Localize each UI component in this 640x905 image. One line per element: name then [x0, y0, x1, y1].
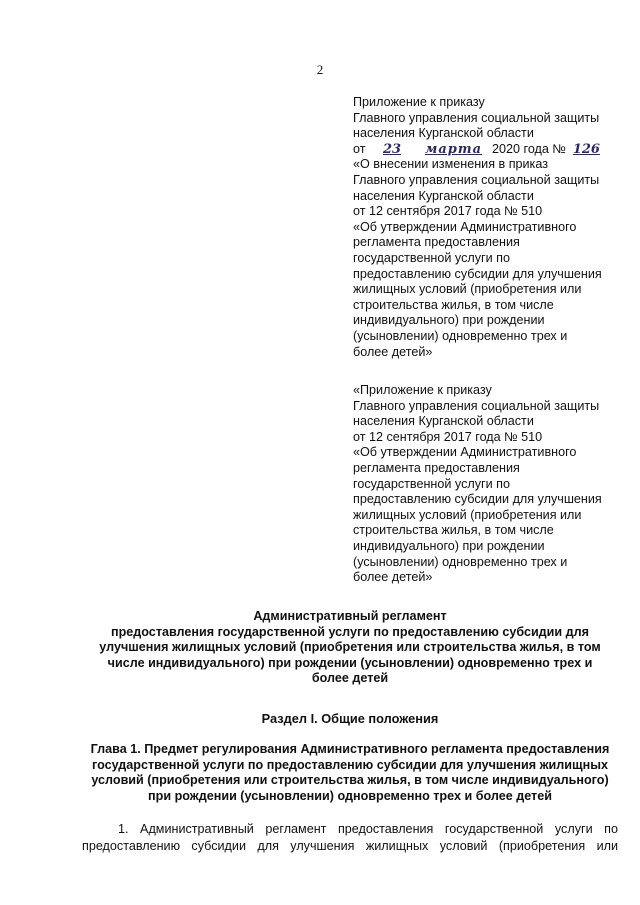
- handwritten-month: марта: [424, 141, 483, 157]
- annex-line: государственной услуги по: [353, 250, 510, 265]
- annex-line: более детей»: [353, 344, 433, 359]
- chapter-line: условий (приобретения или строительства жилья, в том числе индивидуального): [91, 773, 609, 788]
- annex-line: Главного управления социальной защиты: [353, 172, 600, 187]
- title-line: Административный регламент: [253, 609, 447, 623]
- annex-line: индивидуального) при рождении: [353, 313, 545, 328]
- annex-original-line: «Об утверждении Административного: [353, 445, 577, 460]
- annex-line: Главного управления социальной защиты: [353, 110, 600, 125]
- title-line: более детей: [311, 671, 389, 686]
- paragraph-line: предоставлению субсидии для улучшения жилищных условий (приобретения или: [82, 839, 618, 853]
- annex-original-line: предоставлению субсидии для улучшения: [353, 492, 602, 507]
- title-line: предоставления государственной услуги по предоставлению субсидии для: [110, 624, 590, 639]
- annex-line: регламента предоставления: [353, 235, 520, 250]
- annex-line: населения Курганской области: [353, 126, 534, 141]
- paragraph-line: 1. Административный регламент предоставления государственной услуги по: [118, 822, 618, 836]
- annex-original-line: Главного управления социальной защиты: [353, 398, 600, 413]
- title-line: числе индивидуального) при рождении (усыновлении) одновременно трех и: [107, 655, 593, 670]
- annex-line: строительства жилья, в том числе: [353, 297, 554, 312]
- annex-line: (усыновлении) одновременно трех и: [353, 328, 568, 343]
- document-title: [80, 609, 620, 687]
- chapter-line: Глава 1. Предмет регулирования Административного регламента предоставления: [90, 742, 610, 756]
- annex-original-line: регламента предоставления: [353, 461, 520, 476]
- annex-spacer: [353, 360, 615, 383]
- annex-line: предоставлению субсидии для улучшения: [353, 266, 602, 281]
- annex-original-line: населения Курганской области: [353, 414, 534, 429]
- annex-original-line: жилищных условий (приобретения или: [353, 507, 582, 522]
- annex-original-line: строительства жилья, в том числе: [353, 523, 554, 538]
- annex-original-line: (усыновлении) одновременно трех и: [353, 554, 568, 569]
- annex-line: жилищных условий (приобретения или: [353, 282, 582, 297]
- handwritten-order-number: 126: [572, 141, 600, 157]
- annex-original-line: «Приложение к приказу: [353, 383, 492, 398]
- section-title: Раздел I. Общие положения: [261, 711, 439, 726]
- annex-line: «О внесении изменения в приказ: [353, 157, 548, 172]
- page-number: 2: [316, 62, 324, 77]
- annex-header: [353, 95, 615, 586]
- annex-original-line: государственной услуги по: [353, 476, 510, 491]
- annex-line: «Об утверждении Административного: [353, 219, 577, 234]
- title-line: улучшения жилищных условий (приобретения или строительства жилья, в том: [99, 640, 601, 655]
- annex-original-line: от 12 сентября 2017 года № 510: [353, 429, 543, 444]
- annex-original-line: более детей»: [353, 570, 433, 585]
- annex-line: населения Курганской области: [353, 188, 534, 203]
- body-paragraph: [82, 821, 618, 855]
- chapter-line: при рождении (усыновлении) одновременно трех и более детей: [148, 788, 552, 803]
- annex-date-line: [353, 142, 615, 158]
- annex-original-line: индивидуального) при рождении: [353, 539, 545, 554]
- handwritten-day: 23: [382, 141, 402, 157]
- date-prefix: от: [353, 141, 366, 156]
- date-year: 2020 года №: [492, 141, 566, 156]
- chapter-title: [80, 742, 620, 804]
- annex-line: от 12 сентября 2017 года № 510: [353, 204, 543, 219]
- chapter-line: государственной услуги по предоставлению субсидии для улучшения жилищных: [92, 757, 608, 772]
- annex-line: Приложение к приказу: [353, 95, 485, 109]
